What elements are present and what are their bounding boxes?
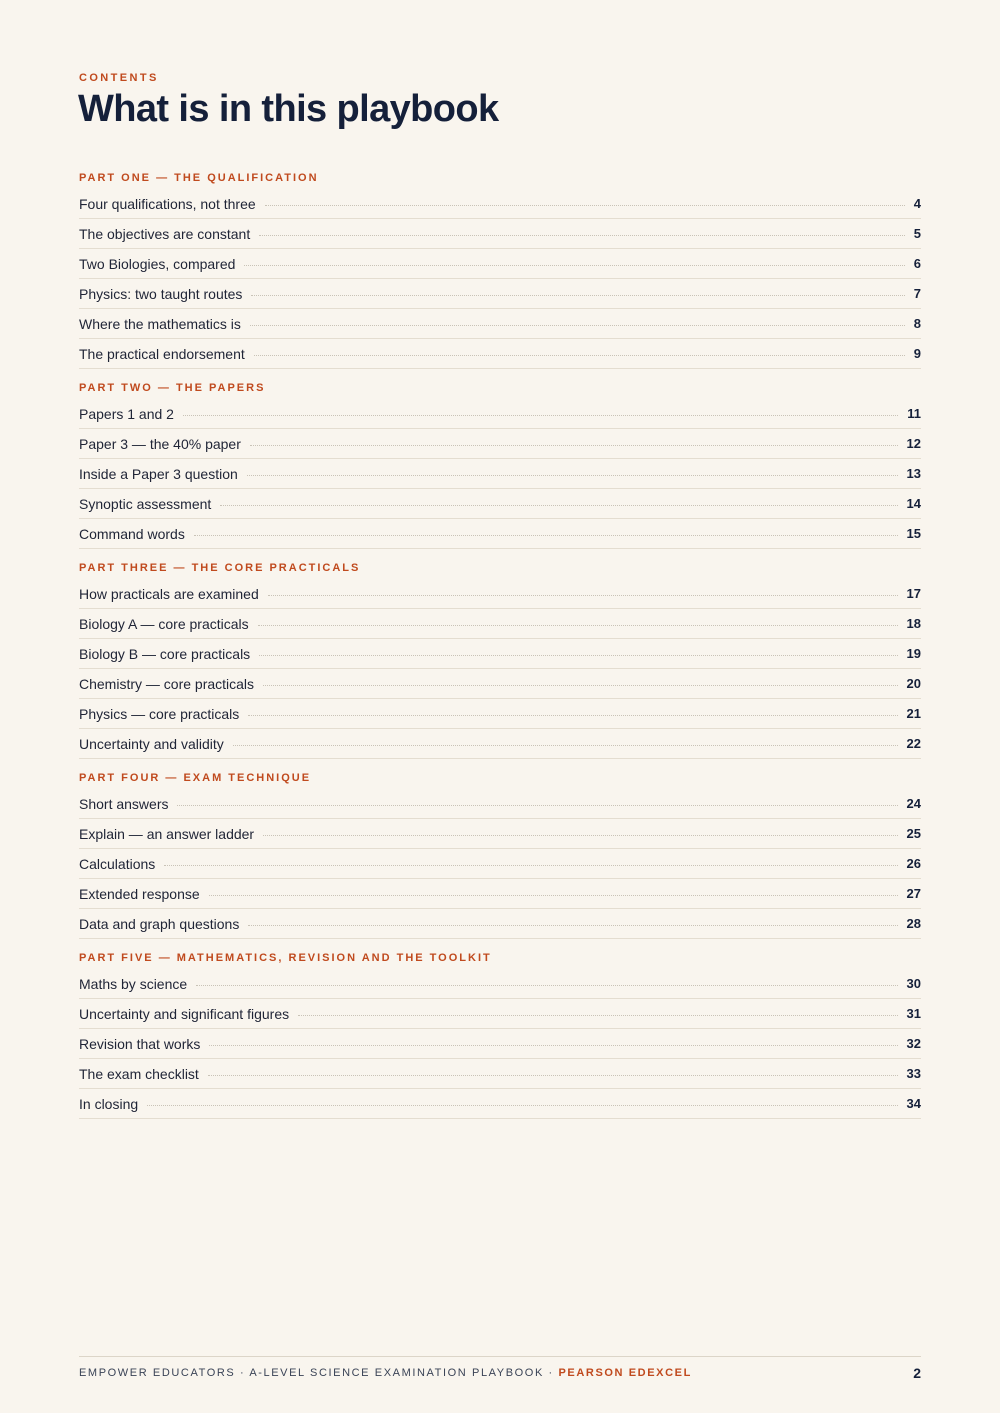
dot-leader (265, 205, 905, 206)
toc-entry-page: 9 (913, 346, 921, 361)
toc-entry[interactable] (79, 489, 921, 519)
toc-entry-page: 15 (906, 526, 921, 541)
part-heading: PART FIVE — MATHEMATICS, REVISION AND THE TOOLKIT (79, 952, 492, 964)
dot-leader (248, 925, 897, 926)
toc-entry-page: 8 (913, 316, 921, 331)
dot-leader (263, 685, 897, 686)
toc-entry-page: 17 (906, 586, 921, 601)
toc-entry-title: Chemistry — core practicals (79, 675, 255, 692)
dot-leader (244, 265, 904, 266)
part-heading: PART ONE — THE QUALIFICATION (79, 172, 319, 184)
dot-leader (259, 235, 905, 236)
toc-entry-page: 11 (907, 406, 921, 421)
toc-entry[interactable] (79, 909, 921, 939)
footer-brand: PEARSON EDEXCEL (558, 1367, 692, 1379)
dot-leader (209, 1045, 897, 1046)
eyebrow-label: CONTENTS (79, 72, 159, 84)
toc-entry[interactable] (79, 339, 921, 369)
dot-leader (209, 895, 898, 896)
toc-entry-page: 24 (906, 796, 921, 811)
toc-entry-page: 4 (913, 196, 921, 211)
toc-entry-title: Biology B — core practicals (79, 645, 251, 662)
toc-section (79, 769, 921, 939)
toc-entry[interactable] (79, 1059, 921, 1089)
toc-entry-title: The exam checklist (79, 1065, 199, 1082)
toc-entry-page: 31 (906, 1006, 921, 1021)
toc-entry[interactable] (79, 879, 921, 909)
dot-leader (164, 865, 897, 866)
toc-entry[interactable] (79, 609, 921, 639)
toc-entry[interactable] (79, 249, 921, 279)
toc-entry[interactable] (79, 699, 921, 729)
toc-entry-title: Physics: two taught routes (79, 285, 243, 302)
toc-entry-title: Uncertainty and validity (79, 735, 224, 752)
toc-entry-page: 20 (906, 676, 921, 691)
toc-entry[interactable] (79, 969, 921, 999)
toc-entry[interactable] (79, 819, 921, 849)
toc-entry-title: Calculations (79, 855, 156, 872)
toc-entry[interactable] (79, 399, 921, 429)
dot-leader (251, 295, 904, 296)
toc-section (79, 169, 921, 369)
toc-entry-title: In closing (79, 1095, 139, 1112)
part-heading: PART TWO — THE PAPERS (79, 382, 266, 394)
toc-entry-title: Extended response (79, 885, 200, 902)
toc-entry-title: Revision that works (79, 1035, 201, 1052)
toc-entry-title: The practical endorsement (79, 345, 245, 362)
dot-leader (147, 1105, 897, 1106)
dot-leader (258, 625, 898, 626)
toc-entry[interactable] (79, 1089, 921, 1119)
toc-entry-page: 32 (906, 1036, 921, 1051)
toc-entry-page: 12 (906, 436, 921, 451)
toc-entry-title: Explain — an answer ladder (79, 825, 255, 842)
toc-entry-title: Uncertainty and significant figures (79, 1005, 290, 1022)
dot-leader (259, 655, 897, 656)
toc-entry-page: 27 (906, 886, 921, 901)
page-title: What is in this playbook (78, 88, 499, 130)
dot-leader (248, 715, 897, 716)
dot-leader (194, 535, 898, 536)
toc-entry-page: 28 (906, 916, 921, 931)
toc-section (79, 949, 921, 1119)
toc-entry-title: Short answers (79, 795, 169, 812)
toc-entry-page: 33 (906, 1066, 921, 1081)
toc-entry-page: 22 (906, 736, 921, 751)
toc-entry[interactable] (79, 669, 921, 699)
toc-entry[interactable] (79, 729, 921, 759)
dot-leader (208, 1075, 898, 1076)
toc-entry-page: 34 (906, 1096, 921, 1111)
toc-entry-title: Physics — core practicals (79, 705, 240, 722)
toc-entry-page: 21 (906, 706, 921, 721)
part-heading: PART THREE — THE CORE PRACTICALS (79, 562, 361, 574)
toc-entry-title: Papers 1 and 2 (79, 405, 174, 422)
toc-entry-title: Command words (79, 525, 185, 542)
dot-leader (263, 835, 897, 836)
toc-entry-title: How practicals are examined (79, 585, 259, 602)
toc-entry-page: 19 (906, 646, 921, 661)
dot-leader (196, 985, 897, 986)
part-heading: PART FOUR — EXAM TECHNIQUE (79, 772, 312, 784)
toc-section (79, 379, 921, 549)
toc-entry[interactable] (79, 579, 921, 609)
toc-entry-page: 7 (913, 286, 921, 301)
toc-entry[interactable] (79, 219, 921, 249)
toc-entry[interactable] (79, 639, 921, 669)
toc-entry-title: Biology A — core practicals (79, 615, 249, 632)
dot-leader (233, 745, 898, 746)
toc-entry-title: Two Biologies, compared (79, 255, 236, 272)
toc-entry-page: 18 (906, 616, 921, 631)
footer-text (79, 1367, 692, 1379)
dot-leader (183, 415, 898, 416)
toc-entry-title: Paper 3 — the 40% paper (79, 435, 241, 452)
dot-leader (298, 1015, 897, 1016)
toc-entry[interactable] (79, 849, 921, 879)
dot-leader (268, 595, 898, 596)
toc-entry[interactable] (79, 429, 921, 459)
toc-entry[interactable] (79, 189, 921, 219)
toc-entry-page: 26 (906, 856, 921, 871)
toc-entry[interactable] (79, 1029, 921, 1059)
toc-entry-page: 5 (913, 226, 921, 241)
toc-entry-title: The objectives are constant (79, 225, 251, 242)
page-number: 2 (913, 1365, 921, 1381)
dot-leader (250, 445, 898, 446)
dot-leader (220, 505, 897, 506)
dot-leader (247, 475, 898, 476)
footer-publication: EMPOWER EDUCATORS · A-LEVEL SCIENCE EXAMINATION PLAYBOOK · (79, 1367, 559, 1379)
dot-leader (177, 805, 897, 806)
toc-entry-title: Where the mathematics is (79, 315, 241, 332)
toc-entry-title: Synoptic assessment (79, 495, 212, 512)
toc-entry[interactable] (79, 999, 921, 1029)
dot-leader (250, 325, 905, 326)
toc-entry[interactable] (79, 789, 921, 819)
toc-entry-page: 6 (913, 256, 921, 271)
toc-entry[interactable] (79, 459, 921, 489)
toc-entry-title: Four qualifications, not three (79, 195, 256, 212)
table-of-contents (79, 169, 921, 1129)
dot-leader (254, 355, 905, 356)
toc-entry-page: 13 (906, 466, 921, 481)
toc-entry[interactable] (79, 309, 921, 339)
toc-entry-title: Maths by science (79, 975, 188, 992)
toc-entry-page: 30 (906, 976, 921, 991)
toc-section (79, 559, 921, 759)
page-footer (79, 1356, 921, 1381)
toc-entry-title: Data and graph questions (79, 915, 240, 932)
toc-entry-page: 25 (906, 826, 921, 841)
toc-entry[interactable] (79, 519, 921, 549)
toc-entry[interactable] (79, 279, 921, 309)
toc-entry-title: Inside a Paper 3 question (79, 465, 238, 482)
toc-entry-page: 14 (906, 496, 921, 511)
